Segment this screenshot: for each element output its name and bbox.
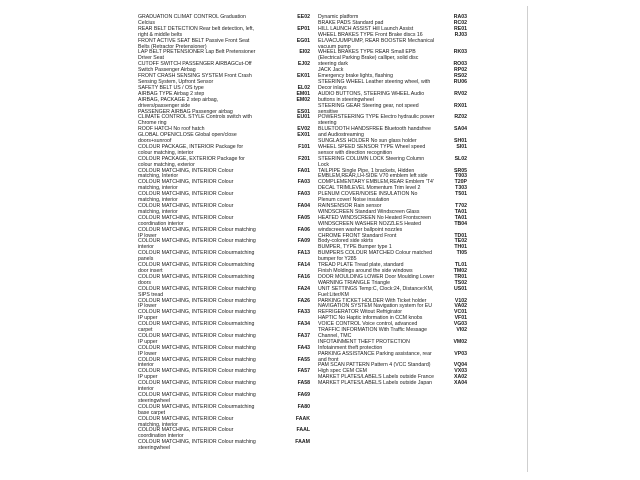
option-description: COMPLEMENTARY EMBLEM,REAR Emblem 'T4' xyxy=(318,179,434,186)
option-code: EP01 xyxy=(297,25,310,32)
option-entry xyxy=(318,222,467,234)
option-code: FA16 xyxy=(297,273,310,280)
option-entry xyxy=(318,340,467,352)
option-code: EJ02 xyxy=(297,61,310,68)
option-code: TS02 xyxy=(454,279,467,286)
option-description: BUMPERS COLOUR MATCHED Colour matched bumper for Y285 xyxy=(318,250,433,263)
option-description: COLOUR PACKAGE, EXTERIOR Package for colour matching, exterior xyxy=(138,155,245,168)
option-code: T702 xyxy=(455,203,467,209)
option-code: FAAM xyxy=(295,439,310,446)
option-description: COLOUR PACKAGE, INTERIOR Package for colour matching, interior xyxy=(138,143,244,156)
option-description: PARKING ASSISTANCE Parking assistance, rear and front xyxy=(318,350,432,363)
option-description: MARKET PLATES/LABELS Labels outside Japan xyxy=(318,380,432,387)
option-code: EU01 xyxy=(297,114,310,121)
option-entry xyxy=(318,80,467,92)
option-code: FA33 xyxy=(297,309,310,316)
option-description: ROOF HATCH No roof hatch xyxy=(138,126,205,133)
option-code: TD01 xyxy=(454,232,467,239)
option-code: VG03 xyxy=(453,321,467,328)
option-description: Body-colored side skirts xyxy=(318,238,374,245)
option-description: PASSENGER AIRBAG Passenger airbag xyxy=(138,108,233,115)
option-description: COLOUR MATCHING, INTERIOR Colour matching, interior xyxy=(138,179,234,192)
option-code: F201 xyxy=(298,155,310,162)
option-description: COLOUR MATCHING, INTERIOR Colourmatching doors xyxy=(138,273,255,286)
option-code: XA04 xyxy=(454,380,467,387)
option-description: AIRBAG TYPE Airbag 2 step xyxy=(138,90,205,97)
option-code: RP02 xyxy=(454,67,467,74)
option-description: COLOUR MATCHING, INTERIOR Colour coordination interior xyxy=(138,214,234,227)
option-description: COLOUR MATCHING, INTERIOR Colour matching SIPS tread xyxy=(138,285,256,298)
option-description: COLOUR MATCHING, INTERIOR Colour coordination interior xyxy=(138,427,234,440)
option-entry xyxy=(318,145,467,157)
option-description: COLOUR MATCHING, INTERIOR Colourmatching carpet xyxy=(138,321,255,334)
option-code: FA03 xyxy=(297,179,310,186)
option-entry xyxy=(138,346,310,358)
option-description: PLENUM COVER/NOISE INSULATION No Plenum cover/ Noise insulation xyxy=(318,191,418,204)
option-code: EV02 xyxy=(297,126,310,133)
option-code: FA03 xyxy=(297,191,310,198)
option-description: STEERING WHEEL Leather steering wheel, with Decor inlays xyxy=(318,78,431,91)
option-description: COLOUR MATCHING, INTERIOR Colourmatching door insert xyxy=(138,262,255,274)
option-code: VF01 xyxy=(454,315,467,322)
option-description: SAFETY BELT US / OS type xyxy=(138,84,204,91)
option-code: TM02 xyxy=(453,267,467,274)
option-description: COLOUR MATCHING, INTERIOR Colour matching steeringwheel xyxy=(138,439,256,452)
option-description: COLOUR MATCHING, INTERIOR Colour matching IP upper xyxy=(138,309,256,322)
option-entry xyxy=(138,334,310,346)
option-code: SL02 xyxy=(454,155,467,162)
option-code: RO03 xyxy=(453,61,467,68)
option-description: COLOUR MATCHING, INTERIOR Colour matching IP lower xyxy=(138,226,256,239)
option-code: EX01 xyxy=(297,132,310,139)
option-code: T20P xyxy=(454,179,467,186)
option-code: FA06 xyxy=(297,226,310,233)
option-code: RA03 xyxy=(453,14,467,20)
option-description: WHEEL BRAKES TYPE REAR Small EPB (Electrical Parking Brake) calliper, solid disc xyxy=(318,49,419,62)
option-code: RC02 xyxy=(453,19,467,26)
option-description: COLOUR MATCHING, INTERIOR Colour matching, Interior xyxy=(138,167,234,180)
option-code: FA26 xyxy=(297,297,310,304)
option-code: TA01 xyxy=(454,208,467,215)
option-code: T501 xyxy=(455,191,467,198)
option-entry xyxy=(318,92,467,104)
option-code: RU06 xyxy=(453,78,467,85)
option-description: WINDSCREEN WASHER NOZZLES Heated windscreen washer ballpoint nozzles xyxy=(318,220,421,233)
option-description: COLOUR MATCHING, INTERIOR Colour matching, interior xyxy=(138,415,234,428)
option-code: VX03 xyxy=(454,368,467,375)
option-code: FA34 xyxy=(297,321,310,328)
option-code: VC01 xyxy=(454,309,467,316)
option-description: BUMPER, TYPE Bumper type 1 xyxy=(318,244,392,251)
option-code: RE01 xyxy=(454,25,467,32)
option-code: VA02 xyxy=(454,303,467,310)
option-code: FAAK xyxy=(295,415,310,422)
option-entry xyxy=(138,216,310,228)
option-description: COLOUR MATCHING, INTERIOR Colour matching, interior xyxy=(138,203,234,215)
option-description: COLOUR MATCHING, INTERIOR Colour matching, interior xyxy=(138,191,234,204)
option-code: FA43 xyxy=(297,344,310,351)
option-description: FRONT CRASH SENSING SYSTEM Front Crash Sensing System, Upfront Sensor xyxy=(138,73,252,85)
option-code: SR05 xyxy=(454,167,467,174)
option-description: WARNING TRIANGLE Triangle xyxy=(318,279,391,286)
option-code: RK03 xyxy=(453,49,467,56)
option-entry xyxy=(318,287,467,299)
option-description: STEERING GEAR Steering gear, not speed sensitive xyxy=(318,102,419,115)
option-code: FA14 xyxy=(297,262,310,269)
option-description: HAPTIC No Haptic information in CCM knobs xyxy=(318,315,423,322)
option-description: WHEEL SPEED SENSOR TYPE Wheel speed sensor with direction recognition xyxy=(318,143,426,156)
option-description: COLOUR MATCHING, INTERIOR Colourmatching panels xyxy=(138,250,255,263)
option-description: AIRBAG, PACKAGE 2 step airbag, drivers/passenger side xyxy=(138,96,219,109)
option-code: FA01 xyxy=(297,167,310,174)
option-description: COLOUR MATCHING, INTERIOR Colour matching IP upper xyxy=(138,368,256,381)
option-code: FA24 xyxy=(297,285,310,292)
option-description: COLOUR MATCHING, INTERIOR Colourmatching base carpet xyxy=(138,403,255,416)
right-option-list xyxy=(318,15,467,387)
option-code: TA01 xyxy=(454,214,467,221)
option-description: COLOUR MATCHING, INTERIOR Colour matching steeringwheel xyxy=(138,392,256,404)
option-code: TE02 xyxy=(454,238,467,245)
option-code: TI05 xyxy=(456,250,467,257)
option-code: EM01 xyxy=(296,90,310,97)
option-code: F101 xyxy=(298,143,310,150)
option-entry xyxy=(318,33,467,51)
option-description: SUNGLASS HOLDER No sun glass holder xyxy=(318,138,417,145)
option-description: WHEEL BRAKES TYPE Front Brake discs 16 EL/VACUUMPUMP, REAR BOOSTER Mechanical vacuum pump xyxy=(318,31,434,50)
page-divider xyxy=(527,6,528,472)
option-code: FA69 xyxy=(297,392,310,398)
option-description: WINDSCREEN Standard Windscreen Glass xyxy=(318,208,420,215)
option-description: FRONT ACTIVE SEAT BELT Passive Front Seat Belts (Retractor Pretensioner) xyxy=(138,37,250,50)
option-code: TH01 xyxy=(454,244,467,251)
option-description: steering dark xyxy=(318,61,348,68)
option-description: COLOUR MATCHING, INTERIOR Colour matching interior xyxy=(138,356,256,369)
option-entry xyxy=(138,287,310,299)
option-entry xyxy=(318,381,467,387)
option-code: V102 xyxy=(454,297,467,304)
option-entry xyxy=(138,440,310,452)
option-code: TR01 xyxy=(454,273,467,280)
option-code: TL01 xyxy=(454,262,467,269)
option-description: INFOTAINMENT THEFT PROTECTION Infotainment theft protection xyxy=(318,338,410,351)
option-description: EMBLEM,REAR,LH-SIDE V70 emblem left side xyxy=(318,173,428,180)
option-code: T303 xyxy=(455,185,467,192)
option-description: CUTOFF SWITCH PASSENGER AIRBAGCut-Off Switch Passenger Airbag xyxy=(138,61,252,74)
option-code: SH01 xyxy=(454,138,467,145)
option-description: BRAKE PADS Standard pad xyxy=(318,19,384,26)
option-code: VQ04 xyxy=(453,362,467,369)
option-code: SA04 xyxy=(454,126,467,133)
option-code: TB04 xyxy=(454,220,467,227)
option-code: FA55 xyxy=(297,356,310,363)
option-description: HILL LAUNCH ASSIST Hill Launch Assist xyxy=(318,25,414,32)
option-code: T003 xyxy=(455,173,467,180)
option-description: Dynamic platform xyxy=(318,14,359,20)
option-description: POWERSTEERING TYPE Electro hydraulic power steering xyxy=(318,114,435,127)
option-code: EE02 xyxy=(297,14,310,20)
option-description: COLOUR MATCHING, INTERIOR Colour matching interior xyxy=(138,238,256,251)
option-entry xyxy=(138,98,310,110)
option-code: EG01 xyxy=(296,37,310,44)
option-description: REFRIGERATOR Witout Refrigirator xyxy=(318,309,402,316)
option-code: SI01 xyxy=(456,143,467,150)
option-code: EL02 xyxy=(297,84,310,91)
option-description: DECAL TRIMLEVEL Momentum Trim level 2 xyxy=(318,185,421,192)
option-description: NAVIGATION SYSTEM Navigation system for EU xyxy=(318,303,432,310)
option-description: AUDIO BUTTONS, STEERING WHEEL Audio buttons in steeringwheel xyxy=(318,90,425,103)
option-description: VOICE CONTROL Voice control, advanced xyxy=(318,321,418,328)
option-code: EI02 xyxy=(299,49,310,56)
option-description: MARKET PLATES/LABELS Labels outside France xyxy=(318,374,435,381)
option-code: RJ03 xyxy=(454,31,467,38)
option-code: FA09 xyxy=(297,238,310,245)
option-description: DOOR MOULDING LOWER Door Moulding Lower xyxy=(318,273,435,280)
option-description: PARKING TICKET HOLDER With Ticket holder xyxy=(318,297,427,304)
option-description: TRAFFIC INFORMATION With Traffic Message Channel, TMC xyxy=(318,327,428,339)
option-description: TREAD PLATE Tread plate, standard xyxy=(318,262,404,269)
option-description: JACK Jack xyxy=(318,67,344,74)
option-code: FA05 xyxy=(297,214,310,221)
option-code: RX01 xyxy=(454,102,467,109)
option-entry xyxy=(138,157,310,169)
option-description: UNIT SETTINGS Temp:C, Clock:24, Distance:KM, Fuel:Liter/KM xyxy=(318,285,434,298)
option-description: PAM SCAN PATTERN Pattern 4 (VCC Standard) xyxy=(318,362,431,369)
option-entry xyxy=(138,405,310,417)
option-description: High spec CEM CEM xyxy=(318,368,368,375)
option-description: Finish Moldings around the side windows xyxy=(318,267,413,274)
option-code: VM02 xyxy=(453,338,467,345)
option-description: RAINSENSOR Rain sensor xyxy=(318,203,382,209)
option-code: VI02 xyxy=(456,327,467,334)
option-code: RS02 xyxy=(454,73,467,80)
option-code: FA04 xyxy=(297,203,310,209)
option-entry xyxy=(138,27,310,39)
option-code: RZ02 xyxy=(454,114,467,121)
option-entry xyxy=(138,275,310,287)
option-code: FA13 xyxy=(297,250,310,257)
option-description: CLIMATE CONTROL STYLE Controls switch with Chrome ring xyxy=(138,114,252,127)
option-code: FA80 xyxy=(297,403,310,410)
option-description: COLOUR MATCHING, INTERIOR Colour matching IP lower xyxy=(138,344,256,357)
option-code: EM02 xyxy=(296,96,310,103)
option-description: HEATED WINDSCREEN No Heated Frontscreen xyxy=(318,214,431,221)
option-code: US01 xyxy=(454,285,467,292)
option-code: ES01 xyxy=(297,108,310,115)
option-description: LAP BELT PRETENSIONER Lap Belt Pretensioner Driver Seat xyxy=(138,49,256,62)
option-entry xyxy=(318,157,467,169)
option-description: BLUETOOTH HANDSFREE Bluetooth handsfree and Audiostreaming xyxy=(318,126,431,139)
option-entry xyxy=(138,145,310,157)
option-description: COLOUR MATCHING, INTERIOR Colour matching IP upper xyxy=(138,332,256,345)
option-description: GRADUATION CLIMAT CONTROL Graduation Celcius xyxy=(138,14,246,26)
option-description: COLOUR MATCHING, INTERIOR Colour matching interior xyxy=(138,380,256,393)
option-code: VP03 xyxy=(454,350,467,357)
option-description: STEERING COLUMN LOCK Steering Column Lock xyxy=(318,155,425,168)
option-description: Emergency brake lights, flashing xyxy=(318,73,393,80)
option-code: FA57 xyxy=(297,368,310,375)
option-code: FA37 xyxy=(297,332,310,339)
option-code: FA58 xyxy=(297,380,310,387)
option-code: RV02 xyxy=(454,90,467,97)
option-description: CHROME FRONT Standard Front xyxy=(318,232,397,239)
option-description: TAILPIPE Single Pipe, 1 brackets, Hidden xyxy=(318,167,415,174)
option-code: EK01 xyxy=(297,73,310,80)
option-description: REAR BELT DETECTION Rear belt detection, left, right & middle belts xyxy=(138,25,254,38)
option-description: GLOBAL OPEN/CLOSE Global open/close doors+sunroof xyxy=(138,132,237,145)
option-code: FAAL xyxy=(296,427,310,434)
option-description: COLOUR MATCHING, INTERIOR Colour matching IP lower xyxy=(138,297,256,310)
option-code: XA02 xyxy=(454,374,467,381)
left-option-list xyxy=(138,15,310,452)
